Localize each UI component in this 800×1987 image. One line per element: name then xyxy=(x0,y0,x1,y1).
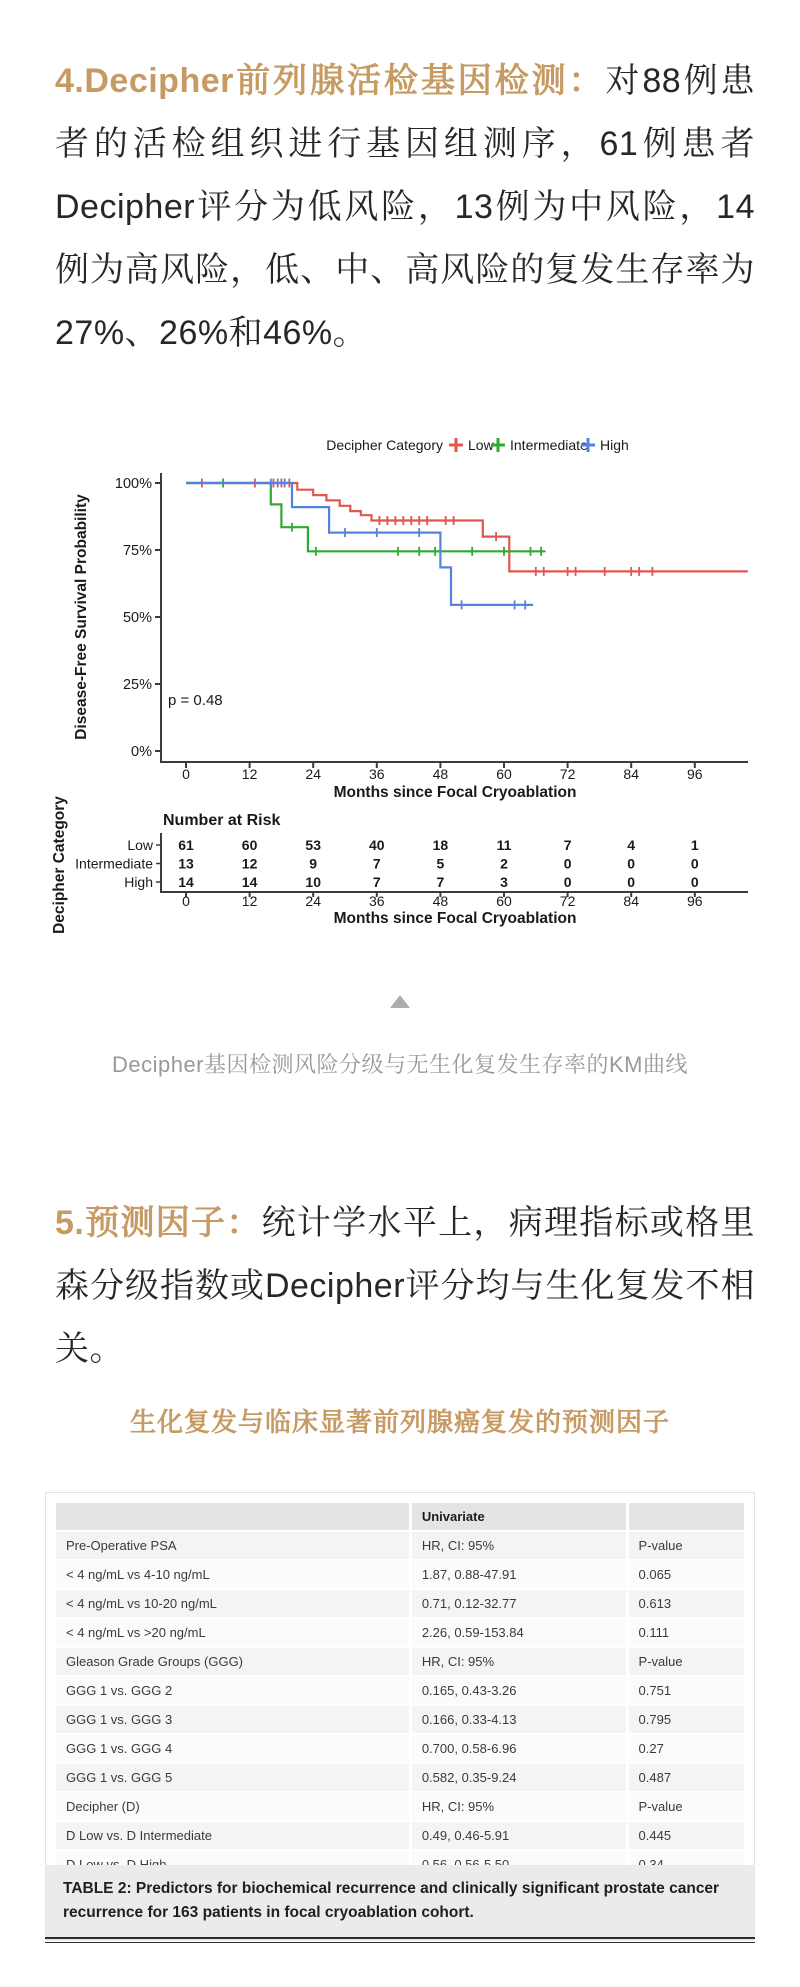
risk-x-tick-label: 48 xyxy=(432,893,449,909)
table2-cell: D Low vs. D Intermediate xyxy=(56,1821,410,1850)
table2-row xyxy=(56,1647,744,1676)
number-at-risk-title: Number at Risk xyxy=(163,812,281,829)
table2-cell: GGG 1 vs. GGG 5 xyxy=(56,1763,410,1792)
x-tick-label: 0 xyxy=(182,766,190,782)
km-figure[interactable] xyxy=(0,355,800,955)
x-tick-label: 24 xyxy=(305,766,321,782)
table2-caption: TABLE 2: Predictors for biochemical recurrence and clinically significant prostate cancer recurrence for 163 patients in focal cryoablation cohort. xyxy=(45,1865,755,1941)
table2-cell: 0.700, 0.58-6.96 xyxy=(410,1734,627,1763)
table2-cell: 0.751 xyxy=(627,1676,744,1705)
legend-label-high: High xyxy=(600,437,629,453)
risk-x-tick-label: 72 xyxy=(559,893,576,909)
legend-label-intermediate: Intermediate xyxy=(510,437,588,453)
x-tick-label: 48 xyxy=(432,766,449,782)
risk-x-tick-label: 0 xyxy=(182,893,190,909)
y-tick-label: 25% xyxy=(122,677,152,693)
table2-cell: 0.111 xyxy=(627,1618,744,1647)
km-figure-caption: Decipher基因检测风险分级与无生化复发生存率的KM曲线 xyxy=(111,1052,689,1077)
y-tick-label: 50% xyxy=(122,610,152,626)
table2-container xyxy=(45,1492,755,1891)
table2-cell: 0.065 xyxy=(627,1560,744,1589)
table2-row xyxy=(56,1531,744,1560)
risk-count: 2 xyxy=(500,855,508,872)
x-tick-label: 60 xyxy=(496,766,512,782)
table2-title: 生化复发与临床显著前列腺癌复发的预测因子 xyxy=(129,1407,670,1437)
table2-cell: 0.582, 0.35-9.24 xyxy=(410,1763,627,1792)
table2-row xyxy=(56,1734,744,1763)
risk-count: 0 xyxy=(690,855,699,872)
table2-cell: P-value xyxy=(627,1647,744,1676)
table2-cell: 0.49, 0.46-5.91 xyxy=(410,1821,627,1850)
risk-count: 10 xyxy=(305,874,321,890)
risk-count: 9 xyxy=(309,855,318,872)
table2-cell: GGG 1 vs. GGG 2 xyxy=(56,1676,410,1705)
table2 xyxy=(56,1503,744,1880)
risk-count: 7 xyxy=(563,837,572,853)
risk-count: 0 xyxy=(563,855,572,872)
risk-count: 53 xyxy=(305,837,321,853)
section4-body: 对88例患者的活检组织进行基因组测序，61例患者Decipher评分为低风险，13例为中风险，14例为高风险，低、中、高风险的复发生存率为27%、26%和46%。 xyxy=(55,62,755,352)
table2-row xyxy=(56,1705,744,1734)
table2-header-row xyxy=(56,1503,744,1531)
table2-row xyxy=(56,1676,744,1705)
table2-header-cell xyxy=(627,1503,744,1531)
section5-heading: 5.预测因子： xyxy=(55,1204,262,1242)
table2-row xyxy=(56,1821,744,1850)
risk-x-tick-label: 24 xyxy=(305,893,321,909)
risk-x-tick-label: 96 xyxy=(687,893,703,909)
table2-cell: 2.26, 0.59-153.84 xyxy=(410,1618,627,1647)
km-curve-intermediate xyxy=(186,479,546,556)
table2-cell: 0.613 xyxy=(627,1589,744,1618)
table2-cell: < 4 ng/mL vs >20 ng/mL xyxy=(56,1618,410,1647)
table2-row xyxy=(56,1589,744,1618)
risk-count: 18 xyxy=(432,837,449,853)
x-tick-label: 36 xyxy=(369,766,385,782)
table2-cell: 0.166, 0.33-4.13 xyxy=(410,1705,627,1734)
risk-count: 0 xyxy=(690,874,699,890)
risk-count: 13 xyxy=(178,855,194,872)
risk-x-tick-label: 12 xyxy=(241,893,258,909)
table2-cell: 0.795 xyxy=(627,1705,744,1734)
table2-cell: HR, CI: 95% xyxy=(410,1647,627,1676)
risk-row-label-low: Low xyxy=(127,837,153,853)
table2-cell: < 4 ng/mL vs 4-10 ng/mL xyxy=(56,1560,410,1589)
risk-count: 61 xyxy=(178,837,194,853)
risk-count: 7 xyxy=(372,874,381,890)
table2-row xyxy=(56,1618,744,1647)
km-step-line xyxy=(186,483,533,605)
risk-count: 0 xyxy=(563,874,572,890)
y-tick-label: 0% xyxy=(131,744,152,760)
risk-row-label-high: High xyxy=(124,874,153,890)
x-tick-label: 12 xyxy=(241,766,258,782)
risk-x-axis-title: Months since Focal Cryoablation xyxy=(333,910,577,927)
risk-count: 7 xyxy=(436,874,445,890)
section5-body: 统计学水平上，病理指标或格里森分级指数或Decipher评分均与生化复发不相关。 xyxy=(55,1204,755,1368)
x-tick-label: 96 xyxy=(687,766,703,782)
table2-cell: < 4 ng/mL vs 10-20 ng/mL xyxy=(56,1589,410,1618)
table2-cell: P-value xyxy=(627,1531,744,1560)
risk-count: 14 xyxy=(241,874,258,890)
risk-count: 14 xyxy=(178,874,194,890)
x-axis-title: Months since Focal Cryoablation xyxy=(333,784,577,801)
y-tick-label: 75% xyxy=(122,543,152,559)
section5-paragraph xyxy=(55,1192,755,1381)
table2-cell: 0.27 xyxy=(627,1734,744,1763)
table2-header-cell xyxy=(56,1503,410,1531)
number-at-risk-table xyxy=(51,796,748,934)
risk-table-axis-label: Decipher Category xyxy=(51,796,68,934)
risk-count: 12 xyxy=(241,855,258,872)
risk-count: 7 xyxy=(372,855,381,872)
table2-cell: HR, CI: 95% xyxy=(410,1531,627,1560)
km-legend xyxy=(326,437,629,453)
risk-count: 40 xyxy=(369,837,385,853)
table2-cell: 0.165, 0.43-3.26 xyxy=(410,1676,627,1705)
risk-count: 0 xyxy=(627,855,636,872)
y-tick-label: 100% xyxy=(114,476,152,492)
image-collapse-indicator[interactable] xyxy=(0,995,800,1013)
risk-count: 5 xyxy=(436,855,445,872)
risk-x-tick-label: 36 xyxy=(369,893,385,909)
risk-x-tick-label: 84 xyxy=(623,893,639,909)
table2-cell: HR, CI: 95% xyxy=(410,1792,627,1821)
bottom-divider xyxy=(45,1937,755,1943)
table2-row xyxy=(56,1763,744,1792)
x-tick-label: 84 xyxy=(623,766,639,782)
km-survival-chart xyxy=(0,355,800,955)
table2-header-cell-univariate: Univariate xyxy=(410,1503,627,1531)
table2-row xyxy=(56,1560,744,1589)
table2-cell: GGG 1 vs. GGG 3 xyxy=(56,1705,410,1734)
triangle-up-icon xyxy=(390,995,410,1008)
table2-cell: 0.487 xyxy=(627,1763,744,1792)
table2-cell: P-value xyxy=(627,1792,744,1821)
table2-cell: Pre-Operative PSA xyxy=(56,1531,410,1560)
table2-cell: Decipher (D) xyxy=(56,1792,410,1821)
risk-x-tick-label: 60 xyxy=(496,893,512,909)
table2-cell: Gleason Grade Groups (GGG) xyxy=(56,1647,410,1676)
risk-count: 60 xyxy=(241,837,258,853)
risk-count: 11 xyxy=(496,837,512,853)
risk-count: 0 xyxy=(627,874,636,890)
x-tick-label: 72 xyxy=(559,766,576,782)
table2-row xyxy=(56,1792,744,1821)
section4-paragraph xyxy=(55,50,755,365)
legend-title: Decipher Category xyxy=(326,437,443,453)
risk-row-label-intermediate: Intermediate xyxy=(75,855,153,872)
table2-cell: GGG 1 vs. GGG 4 xyxy=(56,1734,410,1763)
km-curve-high xyxy=(186,479,533,610)
table2-cell: 0.71, 0.12-32.77 xyxy=(410,1589,627,1618)
legend-label-low: Low xyxy=(468,437,494,453)
p-value-label: p = 0.48 xyxy=(168,692,223,709)
risk-count: 4 xyxy=(627,837,636,853)
y-axis-title: Disease-Free Survival Probability xyxy=(73,494,90,740)
risk-count: 3 xyxy=(500,874,508,890)
km-step-line xyxy=(186,483,544,551)
section4-heading: 4.Decipher前列腺活检基因检测： xyxy=(55,62,606,100)
table2-cell: 1.87, 0.88-47.91 xyxy=(410,1560,627,1589)
risk-count: 1 xyxy=(690,837,699,853)
table2-cell: 0.445 xyxy=(627,1821,744,1850)
